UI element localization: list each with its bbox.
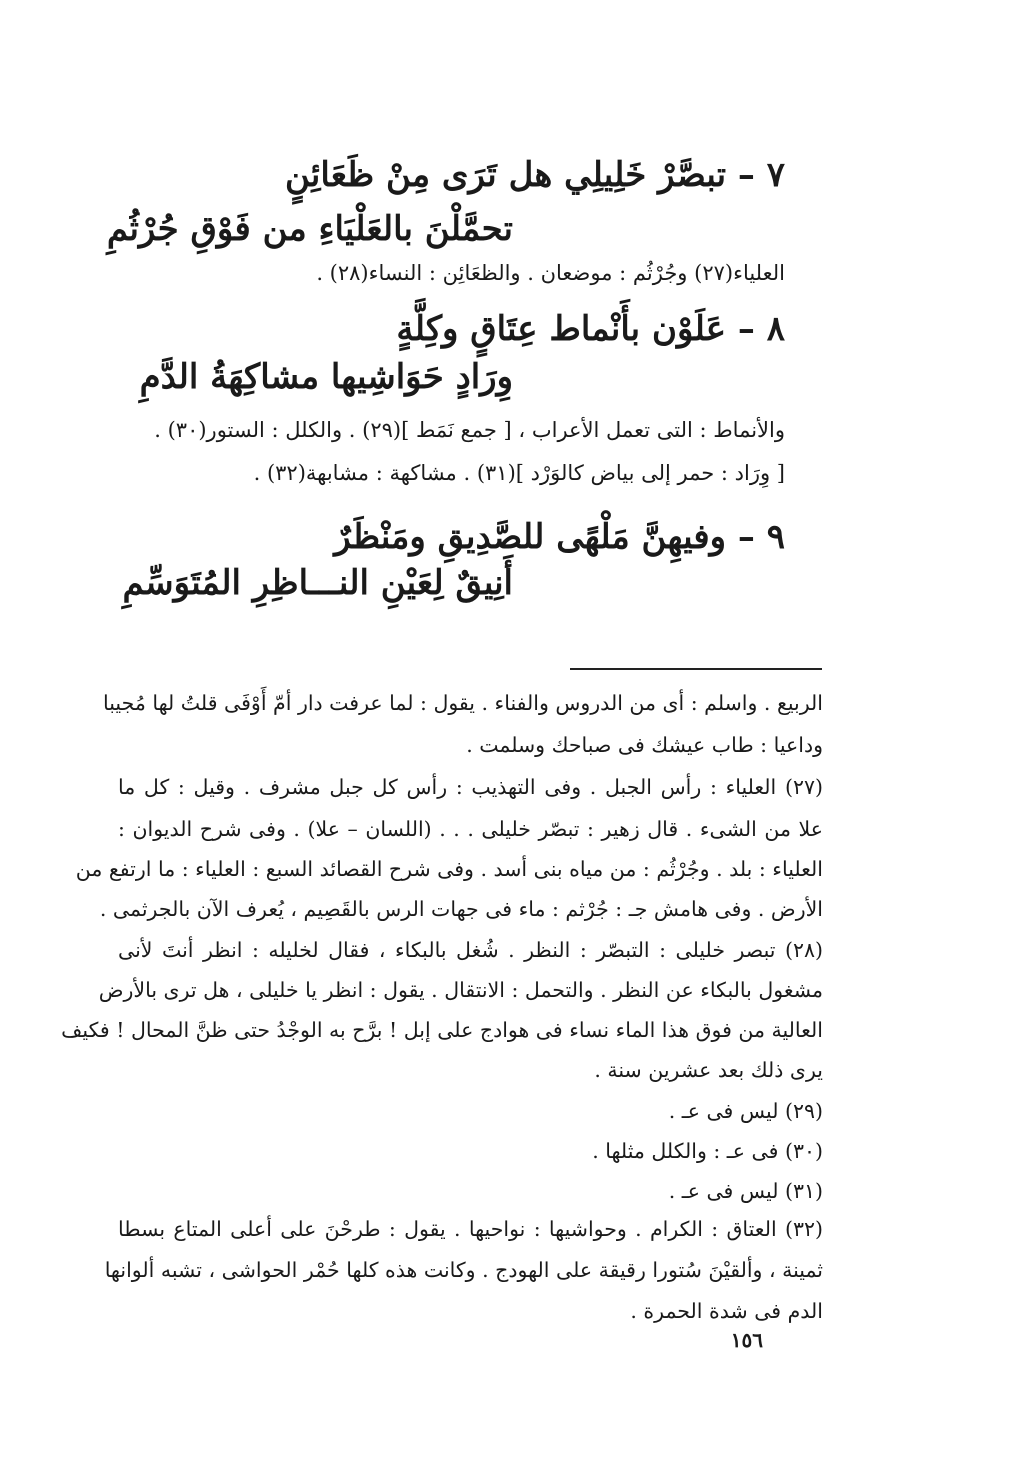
verse-8-first-hemistich: ٨ – عَلَوْن بأَنْماط عِتَاقٍ وكِلَّةٍ [396,309,785,349]
footnote-28-line: العالية من فوق هذا الماء نساء فى هوادج على إبل ! برَّح به الوجْدُ حتى ظنَّ المحال ! فكيف [61,1018,823,1042]
verse-7-first-hemistich: ٧ – تبصَّرْ خَلِيلِي هل تَرَى مِنْ ظَعَائِنٍ [285,155,785,195]
page-number: ١٥٦ [730,1328,763,1352]
verse-7-second-hemistich: تحمَّلْنَ بالعَلْيَاءِ من فَوْقِ جُرْثُمِ [106,209,513,249]
footnote-30: (٣٠) فى عـ : والكلل مثلها . [592,1139,823,1163]
footnote-28-line: (٢٨) تبصر خليلى : التبصّر : النظر . شُغل بالبكاء ، فقال لخليله : انظر أنتَ لأنى [118,938,823,962]
verse-8-second-hemistich: وِرَادٍ حَوَاشِيها مشاكِهَةُ الدَّمِ [139,357,513,397]
footnote-31: (٣١) ليس فى عـ . [668,1179,823,1203]
footnote-27-line: (٢٧) العلياء : رأس الجبل . وفى التهذيب : رأس كل جبل مشرف . وقيل : كل ما [118,775,823,799]
footnote-line: وداعيا : طاب عيشك فى صباحك وسلمت . [466,733,823,757]
footnote-27-line: الأرض . وفى هامش جـ : جُرْثم : ماء فى جهات الرس بالقَصِيم ، يُعرف الآن بالجرثمى . [99,897,823,921]
footnote-27-line: العلياء : بلد . وجُرْثُم : من مياه بنى أسد . وفى شرح القصائد السبع : العلياء : ما ارتفع من [75,857,823,881]
footnote-28-line: مشغول بالبكاء عن النظر . والتحمل : الانتقال . يقول : انظر يا خليلى ، هل ترى بالأرض [98,978,823,1002]
verse-7-gloss: العلياء(٢٧) وجُرْثُم : موضعان . والظعَائِن : النساء(٢٨) . [316,261,785,285]
footnote-27-line: علا من الشىء . قال زهير : تبصّر خليلى . . . (اللسان – علا) . وفى شرح الديوان : [118,817,823,841]
verse-8-gloss-line-2: [ وِرَاد : حمر إلى بياض كالوَرْد ](٣١) . مشاكهة : مشابهة(٣٢) . [253,461,785,485]
verse-9-first-hemistich: ٩ – وفيهِنَّ مَلْهًى للصَّدِيقِ ومَنْظَرٌ [334,517,785,557]
footnote-line: الربيع . واسلم : أى من الدروس والفناء . يقول : لما عرفت دار أمّ أَوْفَى قلتُ لها مُجيبا [103,691,823,715]
footnote-32-line: الدم فى شدة الحمرة . [630,1299,823,1323]
verse-8-gloss-line-1: والأنماط : التى تعمل الأعراب ، [ جمع نَمَط ](٢٩) . والكلل : الستور(٣٠) . [154,418,785,442]
footnote-32-line: (٣٢) العتاق : الكرام . وحواشيها : نواحيها . يقول : طرحْنَ على أعلى المتاع بسطا [118,1217,823,1241]
footnote-32-line: ثمينة ، وألقيْنَ سُتورا رقيقة على الهودج . وكانت هذه كلها حُمْر الحواشى ، تشبه ألوانها [104,1258,823,1282]
verse-9-second-hemistich: أَنِيقٌ لِعَيْنِ النـــاظِرِ المُتَوَسِّمِ [122,563,513,603]
footnote-28-line: يرى ذلك بعد عشرين سنة . [594,1058,823,1082]
footnote-separator [570,668,822,670]
footnote-29: (٢٩) ليس فى عـ . [668,1099,823,1123]
